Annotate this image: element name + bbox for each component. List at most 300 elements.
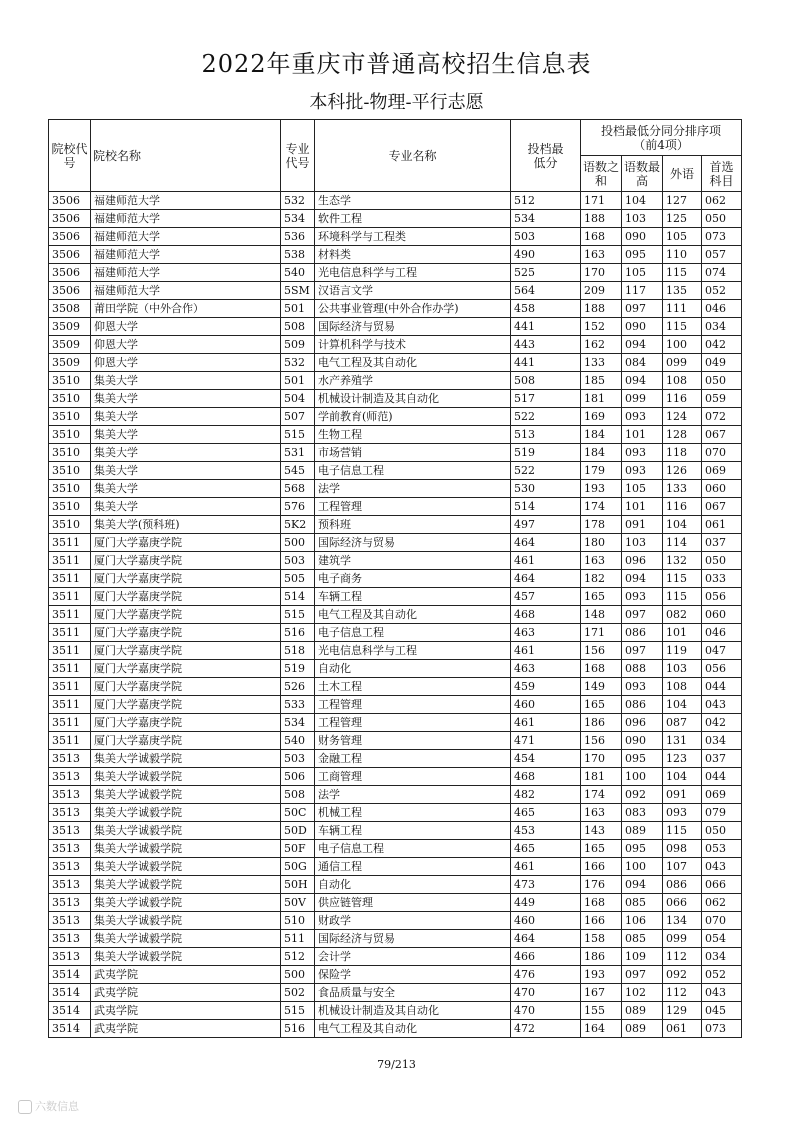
cell-major-name: 学前教育(师范)	[315, 408, 511, 426]
cell-chinese-math-max: 083	[622, 804, 663, 822]
cell-foreign-lang: 114	[663, 534, 702, 552]
cell-school-code: 3506	[49, 228, 91, 246]
cell-chinese-math-sum: 186	[581, 948, 622, 966]
cell-major-name: 市场营销	[315, 444, 511, 462]
table-row	[49, 858, 742, 876]
cell-chinese-math-sum: 170	[581, 750, 622, 768]
cell-school-code: 3511	[49, 570, 91, 588]
cell-major-name: 工商管理	[315, 768, 511, 786]
cell-major-code: 519	[281, 660, 315, 678]
cell-school-code: 3509	[49, 318, 91, 336]
table-body	[49, 192, 742, 1038]
cell-school-name: 集美大学	[91, 462, 281, 480]
cell-first-subject: 067	[702, 498, 742, 516]
cell-min-score: 464	[511, 570, 581, 588]
cell-min-score: 461	[511, 858, 581, 876]
cell-chinese-math-max: 104	[622, 192, 663, 210]
cell-major-name: 车辆工程	[315, 588, 511, 606]
cell-min-score: 512	[511, 192, 581, 210]
table-row	[49, 354, 742, 372]
cell-first-subject: 046	[702, 624, 742, 642]
table-row	[49, 786, 742, 804]
cell-school-code: 3510	[49, 372, 91, 390]
cell-major-code: 532	[281, 354, 315, 372]
cell-major-name: 生物工程	[315, 426, 511, 444]
cell-first-subject: 067	[702, 426, 742, 444]
header-major-name: 专业名称	[315, 120, 511, 192]
cell-school-code: 3514	[49, 966, 91, 984]
cell-school-name: 仰恩大学	[91, 318, 281, 336]
cell-foreign-lang: 110	[663, 246, 702, 264]
cell-first-subject: 034	[702, 732, 742, 750]
cell-foreign-lang: 104	[663, 768, 702, 786]
cell-min-score: 564	[511, 282, 581, 300]
cell-school-name: 集美大学诚毅学院	[91, 768, 281, 786]
cell-chinese-math-max: 095	[622, 840, 663, 858]
cell-major-name: 预科班	[315, 516, 511, 534]
header-chinese-math-sum: 语数之和	[581, 156, 622, 192]
cell-chinese-math-max: 094	[622, 336, 663, 354]
cell-chinese-math-max: 103	[622, 210, 663, 228]
cell-foreign-lang: 127	[663, 192, 702, 210]
cell-school-name: 集美大学	[91, 408, 281, 426]
cell-min-score: 468	[511, 768, 581, 786]
cell-school-code: 3511	[49, 732, 91, 750]
table-row	[49, 444, 742, 462]
cell-chinese-math-max: 094	[622, 372, 663, 390]
cell-chinese-math-max: 089	[622, 822, 663, 840]
cell-min-score: 454	[511, 750, 581, 768]
cell-school-code: 3514	[49, 1020, 91, 1038]
cell-school-name: 仰恩大学	[91, 336, 281, 354]
cell-first-subject: 033	[702, 570, 742, 588]
table-row	[49, 192, 742, 210]
table-row	[49, 498, 742, 516]
header-chinese-math-max: 语数最高	[622, 156, 663, 192]
cell-foreign-lang: 135	[663, 282, 702, 300]
cell-foreign-lang: 104	[663, 696, 702, 714]
cell-school-code: 3511	[49, 642, 91, 660]
cell-chinese-math-sum: 179	[581, 462, 622, 480]
cell-school-code: 3514	[49, 1002, 91, 1020]
table-row	[49, 318, 742, 336]
cell-school-code: 3510	[49, 516, 91, 534]
cell-first-subject: 050	[702, 372, 742, 390]
cell-major-code: 511	[281, 930, 315, 948]
cell-foreign-lang: 066	[663, 894, 702, 912]
cell-school-name: 厦门大学嘉庚学院	[91, 678, 281, 696]
table-row	[49, 588, 742, 606]
cell-school-name: 集美大学	[91, 480, 281, 498]
cell-chinese-math-sum: 143	[581, 822, 622, 840]
cell-chinese-math-max: 101	[622, 498, 663, 516]
cell-school-name: 福建师范大学	[91, 246, 281, 264]
cell-chinese-math-sum: 176	[581, 876, 622, 894]
cell-major-name: 电子信息工程	[315, 840, 511, 858]
cell-min-score: 519	[511, 444, 581, 462]
cell-chinese-math-sum: 168	[581, 894, 622, 912]
table-row	[49, 264, 742, 282]
cell-school-code: 3510	[49, 462, 91, 480]
cell-school-code: 3513	[49, 822, 91, 840]
cell-chinese-math-sum: 209	[581, 282, 622, 300]
cell-foreign-lang: 107	[663, 858, 702, 876]
cell-first-subject: 070	[702, 444, 742, 462]
cell-major-name: 计算机科学与技术	[315, 336, 511, 354]
cell-school-code: 3510	[49, 426, 91, 444]
cell-min-score: 466	[511, 948, 581, 966]
cell-school-code: 3513	[49, 768, 91, 786]
cell-min-score: 513	[511, 426, 581, 444]
cell-school-code: 3511	[49, 660, 91, 678]
cell-school-code: 3509	[49, 354, 91, 372]
cell-major-name: 环境科学与工程类	[315, 228, 511, 246]
cell-school-code: 3510	[49, 480, 91, 498]
table-row	[49, 408, 742, 426]
cell-chinese-math-sum: 155	[581, 1002, 622, 1020]
cell-chinese-math-sum: 174	[581, 786, 622, 804]
table-row	[49, 606, 742, 624]
cell-min-score: 476	[511, 966, 581, 984]
cell-major-name: 财政学	[315, 912, 511, 930]
cell-min-score: 482	[511, 786, 581, 804]
cell-school-name: 厦门大学嘉庚学院	[91, 588, 281, 606]
cell-school-name: 福建师范大学	[91, 264, 281, 282]
page-number: 79/213	[377, 1058, 416, 1071]
table-row	[49, 390, 742, 408]
cell-major-code: 508	[281, 786, 315, 804]
cell-major-name: 土木工程	[315, 678, 511, 696]
cell-chinese-math-sum: 186	[581, 714, 622, 732]
cell-school-name: 集美大学诚毅学院	[91, 750, 281, 768]
cell-min-score: 463	[511, 624, 581, 642]
cell-first-subject: 050	[702, 552, 742, 570]
cell-major-code: 514	[281, 588, 315, 606]
cell-school-name: 厦门大学嘉庚学院	[91, 624, 281, 642]
cell-chinese-math-max: 100	[622, 858, 663, 876]
cell-school-code: 3513	[49, 930, 91, 948]
cell-major-code: 576	[281, 498, 315, 516]
cell-chinese-math-sum: 182	[581, 570, 622, 588]
table-row	[49, 894, 742, 912]
cell-chinese-math-max: 095	[622, 246, 663, 264]
cell-major-name: 工程管理	[315, 714, 511, 732]
cell-school-code: 3509	[49, 336, 91, 354]
header-major-code: 专业代号	[281, 120, 315, 192]
cell-first-subject: 049	[702, 354, 742, 372]
cell-foreign-lang: 115	[663, 318, 702, 336]
cell-foreign-lang: 108	[663, 678, 702, 696]
cell-school-code: 3513	[49, 840, 91, 858]
cell-chinese-math-sum: 165	[581, 588, 622, 606]
cell-chinese-math-sum: 174	[581, 498, 622, 516]
cell-school-code: 3508	[49, 300, 91, 318]
cell-major-name: 软件工程	[315, 210, 511, 228]
cell-school-code: 3506	[49, 264, 91, 282]
cell-foreign-lang: 100	[663, 336, 702, 354]
cell-school-code: 3511	[49, 606, 91, 624]
cell-chinese-math-sum: 133	[581, 354, 622, 372]
cell-school-code: 3513	[49, 876, 91, 894]
cell-chinese-math-sum: 163	[581, 552, 622, 570]
header-first-subject: 首选科目	[702, 156, 742, 192]
cell-major-code: 5K2	[281, 516, 315, 534]
cell-chinese-math-max: 103	[622, 534, 663, 552]
cell-min-score: 461	[511, 714, 581, 732]
cell-major-name: 机械设计制造及其自动化	[315, 1002, 511, 1020]
cell-major-code: 500	[281, 966, 315, 984]
table-row	[49, 642, 742, 660]
cell-foreign-lang: 131	[663, 732, 702, 750]
cell-min-score: 464	[511, 534, 581, 552]
cell-first-subject: 073	[702, 228, 742, 246]
cell-foreign-lang: 112	[663, 984, 702, 1002]
cell-chinese-math-max: 086	[622, 696, 663, 714]
cell-foreign-lang: 123	[663, 750, 702, 768]
cell-chinese-math-sum: 165	[581, 840, 622, 858]
cell-chinese-math-max: 095	[622, 750, 663, 768]
cell-major-name: 供应链管理	[315, 894, 511, 912]
cell-chinese-math-max: 096	[622, 552, 663, 570]
cell-major-name: 公共事业管理(中外合作办学)	[315, 300, 511, 318]
cell-school-name: 集美大学诚毅学院	[91, 930, 281, 948]
cell-major-code: 50F	[281, 840, 315, 858]
cell-major-name: 财务管理	[315, 732, 511, 750]
cell-school-code: 3506	[49, 210, 91, 228]
cell-school-code: 3513	[49, 858, 91, 876]
cell-chinese-math-max: 090	[622, 228, 663, 246]
cell-first-subject: 069	[702, 462, 742, 480]
cell-chinese-math-max: 109	[622, 948, 663, 966]
cell-major-name: 国际经济与贸易	[315, 318, 511, 336]
cell-chinese-math-max: 085	[622, 894, 663, 912]
cell-min-score: 514	[511, 498, 581, 516]
cell-school-code: 3511	[49, 696, 91, 714]
table-row	[49, 480, 742, 498]
table-row	[49, 840, 742, 858]
cell-chinese-math-sum: 188	[581, 210, 622, 228]
cell-school-name: 集美大学	[91, 372, 281, 390]
table-row	[49, 372, 742, 390]
watermark-logo-icon	[18, 1100, 32, 1114]
cell-major-code: 50C	[281, 804, 315, 822]
cell-chinese-math-max: 089	[622, 1020, 663, 1038]
cell-foreign-lang: 091	[663, 786, 702, 804]
cell-major-code: 516	[281, 624, 315, 642]
cell-major-name: 电子商务	[315, 570, 511, 588]
table-row	[49, 282, 742, 300]
cell-foreign-lang: 134	[663, 912, 702, 930]
cell-chinese-math-max: 102	[622, 984, 663, 1002]
cell-foreign-lang: 103	[663, 660, 702, 678]
cell-major-code: 50V	[281, 894, 315, 912]
cell-first-subject: 059	[702, 390, 742, 408]
cell-min-score: 441	[511, 354, 581, 372]
cell-major-code: 533	[281, 696, 315, 714]
cell-chinese-math-max: 106	[622, 912, 663, 930]
cell-major-code: 501	[281, 372, 315, 390]
cell-major-name: 电气工程及其自动化	[315, 606, 511, 624]
cell-chinese-math-sum: 193	[581, 966, 622, 984]
cell-foreign-lang: 061	[663, 1020, 702, 1038]
cell-first-subject: 044	[702, 678, 742, 696]
cell-major-name: 建筑学	[315, 552, 511, 570]
cell-major-name: 机械设计制造及其自动化	[315, 390, 511, 408]
cell-chinese-math-max: 100	[622, 768, 663, 786]
cell-school-name: 集美大学诚毅学院	[91, 786, 281, 804]
cell-foreign-lang: 129	[663, 1002, 702, 1020]
cell-school-code: 3510	[49, 444, 91, 462]
cell-school-name: 集美大学诚毅学院	[91, 840, 281, 858]
cell-first-subject: 074	[702, 264, 742, 282]
cell-school-name: 武夷学院	[91, 1002, 281, 1020]
cell-school-code: 3510	[49, 498, 91, 516]
cell-major-name: 车辆工程	[315, 822, 511, 840]
cell-min-score: 453	[511, 822, 581, 840]
cell-min-score: 471	[511, 732, 581, 750]
cell-major-code: 532	[281, 192, 315, 210]
cell-first-subject: 062	[702, 894, 742, 912]
cell-min-score: 534	[511, 210, 581, 228]
cell-chinese-math-sum: 184	[581, 444, 622, 462]
cell-foreign-lang: 098	[663, 840, 702, 858]
cell-school-code: 3513	[49, 804, 91, 822]
cell-min-score: 443	[511, 336, 581, 354]
cell-school-name: 集美大学诚毅学院	[91, 822, 281, 840]
cell-first-subject: 079	[702, 804, 742, 822]
cell-min-score: 517	[511, 390, 581, 408]
cell-major-code: 545	[281, 462, 315, 480]
cell-first-subject: 042	[702, 714, 742, 732]
cell-first-subject: 069	[702, 786, 742, 804]
cell-chinese-math-sum: 184	[581, 426, 622, 444]
table-row	[49, 426, 742, 444]
table-row	[49, 534, 742, 552]
cell-min-score: 458	[511, 300, 581, 318]
cell-chinese-math-max: 093	[622, 444, 663, 462]
cell-min-score: 449	[511, 894, 581, 912]
cell-foreign-lang: 086	[663, 876, 702, 894]
cell-foreign-lang: 118	[663, 444, 702, 462]
cell-school-name: 莆田学院（中外合作）	[91, 300, 281, 318]
cell-major-code: 507	[281, 408, 315, 426]
cell-foreign-lang: 105	[663, 228, 702, 246]
cell-first-subject: 047	[702, 642, 742, 660]
table-row	[49, 462, 742, 480]
cell-school-code: 3513	[49, 948, 91, 966]
cell-chinese-math-sum: 168	[581, 660, 622, 678]
cell-chinese-math-max: 090	[622, 318, 663, 336]
cell-major-name: 电气工程及其自动化	[315, 354, 511, 372]
cell-foreign-lang: 115	[663, 570, 702, 588]
table-row	[49, 912, 742, 930]
cell-chinese-math-sum: 171	[581, 624, 622, 642]
cell-first-subject: 043	[702, 984, 742, 1002]
cell-school-name: 仰恩大学	[91, 354, 281, 372]
cell-major-name: 保险学	[315, 966, 511, 984]
cell-major-name: 电子信息工程	[315, 462, 511, 480]
cell-min-score: 457	[511, 588, 581, 606]
cell-major-code: 502	[281, 984, 315, 1002]
cell-major-code: 538	[281, 246, 315, 264]
cell-min-score: 470	[511, 1002, 581, 1020]
cell-major-name: 自动化	[315, 876, 511, 894]
cell-school-name: 集美大学	[91, 426, 281, 444]
cell-first-subject: 046	[702, 300, 742, 318]
cell-first-subject: 057	[702, 246, 742, 264]
cell-first-subject: 050	[702, 210, 742, 228]
page-title: 2022年重庆市普通高校招生信息表	[201, 50, 592, 78]
cell-major-code: 505	[281, 570, 315, 588]
cell-major-name: 光电信息科学与工程	[315, 264, 511, 282]
table-row	[49, 750, 742, 768]
cell-school-name: 武夷学院	[91, 966, 281, 984]
cell-chinese-math-max: 094	[622, 570, 663, 588]
cell-school-code: 3511	[49, 552, 91, 570]
cell-chinese-math-max: 093	[622, 678, 663, 696]
cell-school-code: 3510	[49, 408, 91, 426]
cell-school-name: 集美大学诚毅学院	[91, 876, 281, 894]
cell-school-name: 厦门大学嘉庚学院	[91, 642, 281, 660]
cell-major-code: 510	[281, 912, 315, 930]
cell-foreign-lang: 133	[663, 480, 702, 498]
cell-major-name: 金融工程	[315, 750, 511, 768]
cell-chinese-math-sum: 185	[581, 372, 622, 390]
cell-foreign-lang: 115	[663, 264, 702, 282]
cell-min-score: 497	[511, 516, 581, 534]
cell-first-subject: 034	[702, 948, 742, 966]
cell-first-subject: 056	[702, 660, 742, 678]
cell-chinese-math-sum: 156	[581, 732, 622, 750]
cell-foreign-lang: 115	[663, 822, 702, 840]
cell-chinese-math-sum: 152	[581, 318, 622, 336]
cell-major-name: 光电信息科学与工程	[315, 642, 511, 660]
cell-major-code: 568	[281, 480, 315, 498]
cell-school-name: 集美大学	[91, 498, 281, 516]
cell-chinese-math-max: 090	[622, 732, 663, 750]
cell-major-name: 机械工程	[315, 804, 511, 822]
table-row	[49, 966, 742, 984]
cell-foreign-lang: 099	[663, 930, 702, 948]
cell-first-subject: 043	[702, 858, 742, 876]
table-row	[49, 210, 742, 228]
cell-major-name: 法学	[315, 786, 511, 804]
cell-foreign-lang: 092	[663, 966, 702, 984]
watermark	[18, 1098, 79, 1114]
cell-chinese-math-max: 101	[622, 426, 663, 444]
cell-major-code: 503	[281, 750, 315, 768]
cell-school-name: 厦门大学嘉庚学院	[91, 732, 281, 750]
cell-first-subject: 061	[702, 516, 742, 534]
admission-table	[48, 119, 742, 1038]
cell-major-code: 540	[281, 264, 315, 282]
table-row	[49, 948, 742, 966]
table-row	[49, 1002, 742, 1020]
cell-foreign-lang: 115	[663, 588, 702, 606]
cell-school-code: 3510	[49, 390, 91, 408]
cell-school-name: 福建师范大学	[91, 210, 281, 228]
cell-first-subject: 073	[702, 1020, 742, 1038]
cell-chinese-math-max: 093	[622, 408, 663, 426]
table-row	[49, 660, 742, 678]
cell-major-name: 工程管理	[315, 498, 511, 516]
cell-major-name: 国际经济与贸易	[315, 930, 511, 948]
table-row	[49, 984, 742, 1002]
cell-foreign-lang: 132	[663, 552, 702, 570]
cell-school-name: 厦门大学嘉庚学院	[91, 570, 281, 588]
cell-foreign-lang: 116	[663, 390, 702, 408]
cell-school-name: 集美大学诚毅学院	[91, 858, 281, 876]
